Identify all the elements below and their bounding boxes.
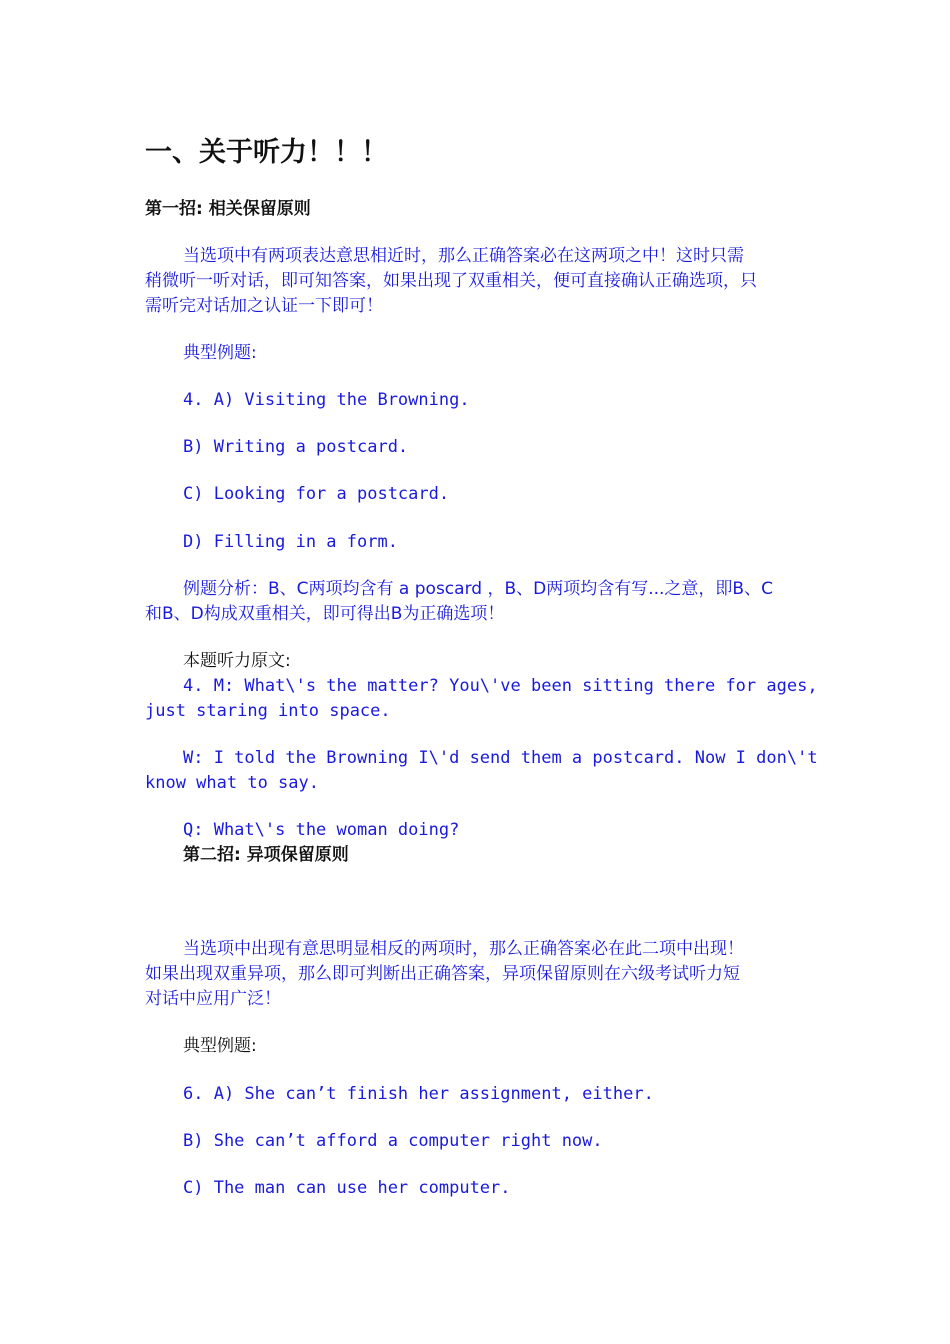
transcript-label: 本题听力原文: [183,651,291,671]
transcript-line: just staring into space. [145,701,391,721]
section2-paragraph-line: 如果出现双重异项，那么即可判断出正确答案，异项保留原则在六级考试听力短 [145,964,740,984]
option-4b: B) Writing a postcard. [183,437,409,457]
option-6c: C) The man can use her computer. [183,1178,511,1198]
section2-example-label: 典型例题: [183,1036,257,1056]
transcript-line: W: I told the Browning I\'d send them a postcard. Now I don\'t [183,748,818,768]
option-6b: B) She can’t afford a computer right now. [183,1131,603,1151]
section2-heading: 第二招: 异项保留原则 [183,845,349,865]
option-4c: C) Looking for a postcard. [183,484,450,504]
analysis-line: 例题分析：B、C两项均含有 a poscard ，B、D两项均含有写...之意，即B、C [183,579,773,599]
section2-paragraph-line: 对话中应用广泛！ [145,989,281,1009]
transcript-line: Q: What\'s the woman doing? [183,820,460,840]
section1-paragraph-line: 需听完对话加之认证一下即可！ [145,296,383,316]
section1-heading: 第一招: 相关保留原则 [145,199,311,219]
section1-paragraph-line: 稍微听一听对话，即可知答案，如果出现了双重相关，便可直接确认正确选项，只 [145,271,757,291]
section1-paragraph-line: 当选项中有两项表达意思相近时，那么正确答案必在这两项之中！这时只需 [183,246,744,266]
section1-example-label: 典型例题: [183,343,257,363]
section2-paragraph-line: 当选项中出现有意思明显相反的两项时，那么正确答案必在此二项中出现！ [183,939,744,959]
option-6a: 6. A) She can’t finish her assignment, either. [183,1084,654,1104]
transcript-line: 4. M: What\'s the matter? You\'ve been sitting there for ages, [183,676,818,696]
transcript-line: know what to say. [145,773,319,793]
analysis-line: 和B、D构成双重相关，即可得出B为正确选项！ [145,604,505,624]
option-4d: D) Filling in a form. [183,532,398,552]
option-4a: 4. A) Visiting the Browning. [183,390,470,410]
page-title: 一、关于听力！！！ [145,137,388,168]
